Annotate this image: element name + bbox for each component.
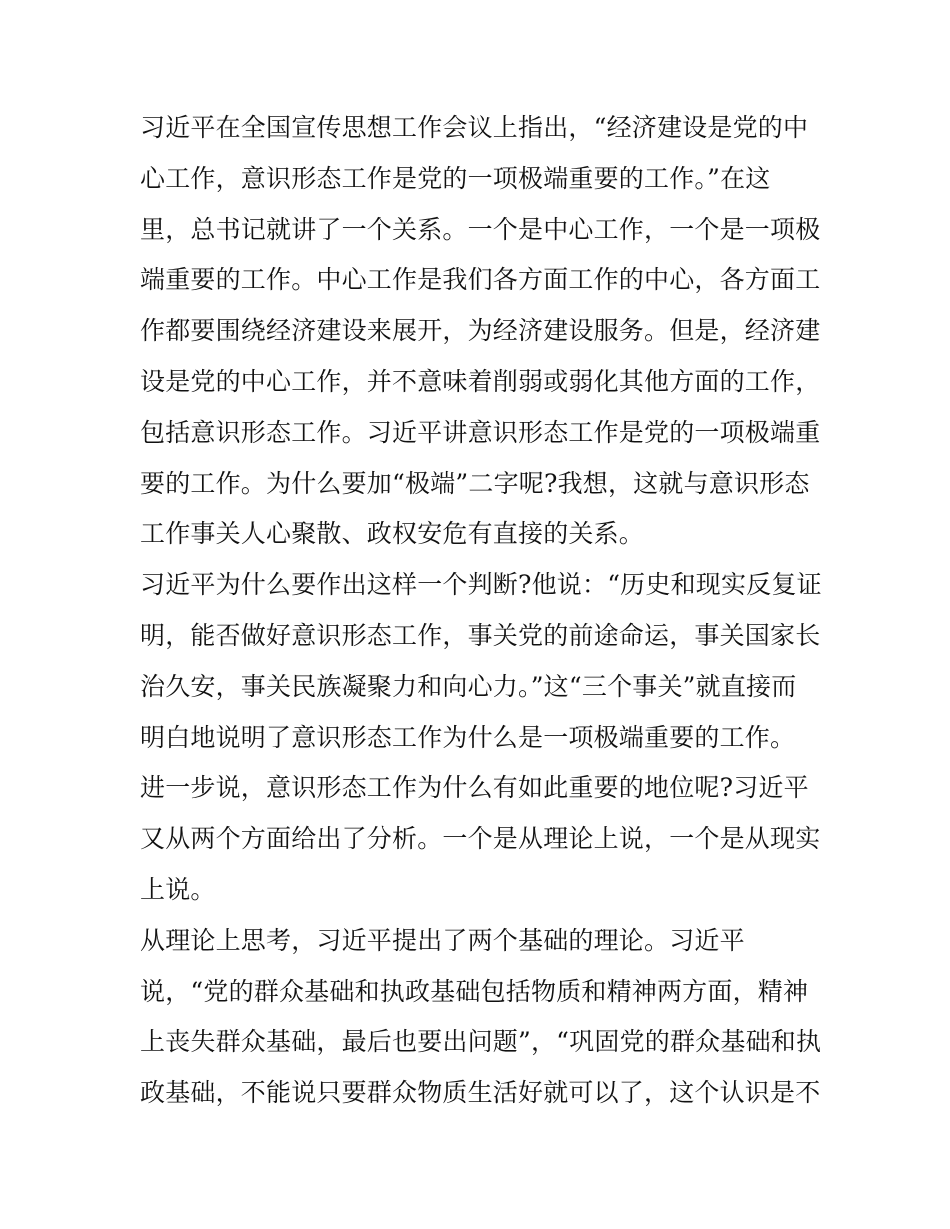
text-line: 习近平为什么要作出这样一个判断?他说：“历史和现实反复证 xyxy=(140,570,822,600)
text-line: 里，总书记就讲了一个关系。一个是中心工作，一个是一项极 xyxy=(140,214,821,244)
document-body xyxy=(140,103,830,1119)
text-line: 明，能否做好意识形态工作，事关党的前途命运，事关国家长 xyxy=(140,620,821,650)
text-line: 心工作，意识形态工作是党的一项极端重要的工作。”在这 xyxy=(140,163,771,193)
text-line: 包括意识形态工作。习近平讲意识形态工作是党的一项极端重 xyxy=(140,417,821,447)
text-line: 说，“党的群众基础和执政基础包括物质和精神两方面，精神 xyxy=(140,976,809,1006)
text-line: 从理论上思考，习近平提出了两个基础的理论。习近平 xyxy=(140,925,745,955)
text-line: 上说。 xyxy=(140,874,216,904)
text-line: 上丧失群众基础，最后也要出问题”，“巩固党的群众基础和执 xyxy=(140,1027,822,1057)
text-line: 端重要的工作。中心工作是我们各方面工作的中心，各方面工 xyxy=(140,265,821,295)
text-line: 习近平在全国宣传思想工作会议上指出，“经济建设是党的中 xyxy=(140,113,809,142)
text-line: 设是党的中心工作，并不意味着削弱或弱化其他方面的工作， xyxy=(140,366,821,396)
text-line: 作都要围绕经济建设来展开，为经济建设服务。但是，经济建 xyxy=(140,316,821,346)
text-line: 政基础，不能说只要群众物质生活好就可以了，这个认识是不 xyxy=(140,1078,821,1108)
text-line: 要的工作。为什么要加“极端”二字呢?我想，这就与意识形态 xyxy=(140,468,810,498)
text-line: 进一步说，意识形态工作为什么有如此重要的地位呢?习近平 xyxy=(140,773,809,803)
text-line: 又从两个方面给出了分析。一个是从理论上说，一个是从现实 xyxy=(140,824,821,854)
text-line: 明白地说明了意识形态工作为什么是一项极端重要的工作。 xyxy=(140,722,796,752)
text-line: 工作事关人心聚散、政权安危有直接的关系。 xyxy=(140,519,645,549)
text-line: 治久安，事关民族凝聚力和向心力。”这“三个事关”就直接而 xyxy=(140,671,797,701)
